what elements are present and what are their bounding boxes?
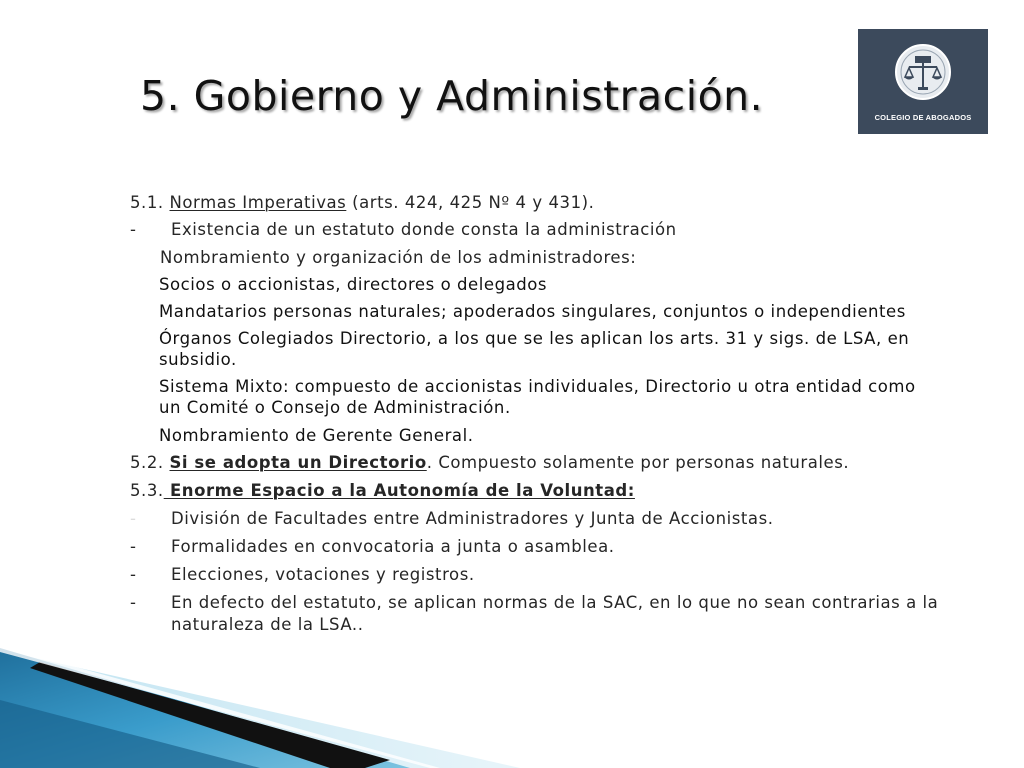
section-5-2 bbox=[130, 452, 849, 473]
list-item: Mandatarios personas naturales; apoderados singulares, conjuntos o independientes bbox=[159, 302, 906, 321]
list-item: Existencia de un estatuto donde consta la administración bbox=[171, 220, 677, 239]
logo-text: COLEGIO DE ABOGADOS bbox=[874, 113, 972, 122]
list-item-continued: naturaleza de la LSA.. bbox=[171, 615, 364, 634]
section-5-3 bbox=[130, 480, 635, 501]
list-item: Nombramiento de Gerente General. bbox=[159, 426, 474, 445]
dash: - bbox=[130, 565, 136, 584]
logo bbox=[858, 29, 988, 134]
list-item: Sistema Mixto: compuesto de accionistas individuales, Directorio u otra entidad como bbox=[159, 377, 916, 396]
section-title: Normas Imperativas bbox=[169, 193, 347, 212]
section-title: Enorme Espacio a la Autonomía de la Voluntad: bbox=[163, 481, 635, 500]
dash: - bbox=[130, 509, 136, 528]
scales-of-justice-icon bbox=[894, 43, 952, 101]
list-item-continued: subsidio. bbox=[159, 350, 237, 369]
section-title: Si se adopta un Directorio bbox=[169, 453, 427, 472]
dash: - bbox=[130, 220, 136, 239]
list-item: División de Facultades entre Administradores y Junta de Accionistas. bbox=[171, 509, 774, 528]
section-detail: (arts. 424, 425 Nº 4 y 431). bbox=[346, 193, 595, 212]
section-number: 5.1. bbox=[130, 193, 164, 212]
list-item: Nombramiento y organización de los administradores: bbox=[160, 248, 637, 267]
slide-title: 5. Gobierno y Administración. bbox=[140, 72, 764, 120]
section-number: 5.2. bbox=[130, 453, 164, 472]
list-item-continued: un Comité o Consejo de Administración. bbox=[159, 398, 511, 417]
list-item: Órganos Colegiados Directorio, a los que se les aplican los arts. 31 y sigs. de LSA, en bbox=[159, 329, 910, 348]
list-item: En defecto del estatuto, se aplican normas de la SAC, en lo que no sean contrarias a la bbox=[171, 593, 939, 612]
dash: - bbox=[130, 537, 136, 556]
list-item: Elecciones, votaciones y registros. bbox=[171, 565, 475, 584]
section-number: 5.3. bbox=[130, 481, 164, 500]
list-item: Formalidades en convocatoria a junta o asamblea. bbox=[171, 537, 615, 556]
dash: - bbox=[130, 593, 136, 612]
section-detail: . Compuesto solamente por personas naturales. bbox=[426, 453, 850, 472]
section-5-1 bbox=[130, 192, 594, 213]
list-item: Socios o accionistas, directores o delegados bbox=[159, 275, 548, 294]
